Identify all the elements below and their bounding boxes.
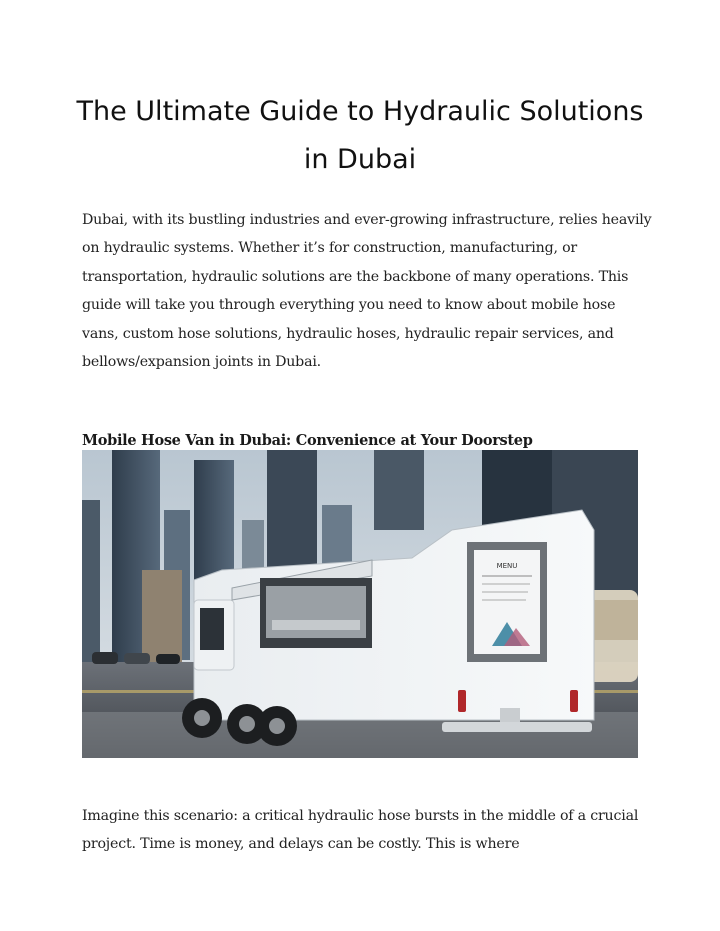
hose-van-image [82, 450, 638, 758]
title-line-2: in Dubai [303, 144, 417, 175]
section-heading: Mobile Hose Van in Dubai: Convenience at Your Doorstep [82, 432, 533, 449]
document-title [60, 88, 660, 184]
intro-paragraph: Dubai, with its bustling industries and ever-growing infrastructure, relies heavily on hydraulic systems. Whether it’s for construction, manufacturing, or transportation, hydraulic solutions are the backbone of many operations. This guide will take you through everything you need to know about mobile hose vans, custom hose solutions, hydraulic hoses, hydraulic repair services, and bellows/expansion joints in Dubai. [82, 212, 652, 371]
menu-board-text: MENU [496, 562, 518, 570]
body-paragraph: Imagine this scenario: a critical hydraulic hose bursts in the middle of a crucial project. Time is money, and delays can be costly. This is where [82, 808, 639, 853]
title-line-1: The Ultimate Guide to Hydraulic Solutions [76, 96, 644, 127]
